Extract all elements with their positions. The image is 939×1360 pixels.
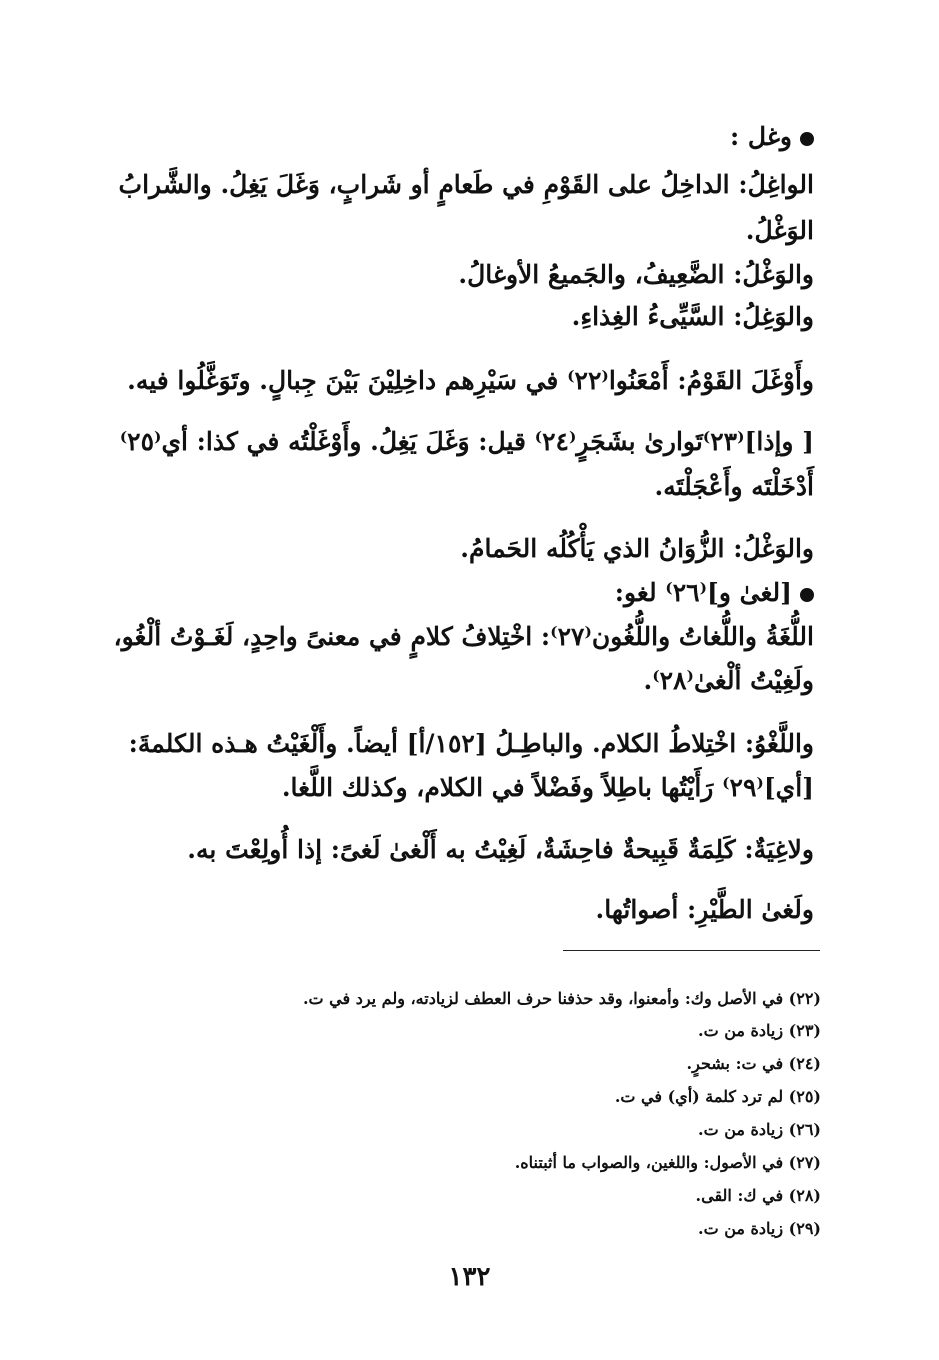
footnote: (٢٣) زيادة من ت. [698, 1021, 821, 1040]
entry-line: الوَغْلُ. [745, 216, 814, 245]
entry-line: ولاغِيَةٌ: كَلِمَةٌ قَبِيحةٌ فاحِشَةٌ، لَغِيْتُ به أَلْغىٰ لَغىً: إذا أُولِعْتَ به. [187, 835, 814, 864]
footnote: (٢٦) زيادة من ت. [698, 1120, 821, 1139]
entry-line: [أي]⁽٢٩⁾ رَأَيْتُها باطِلاً وفَضْلاً في الكلام، وكذلك اللَّغا. [281, 773, 814, 802]
entry-line: اللُّغَةُ واللُّغاتُ واللُّغُون⁽٢٧⁾: اخْتِلافُ كلامٍ في معنىً واحِدٍ، لَغَـوْتُ ألْغُو، [113, 622, 814, 651]
page-number: ١٣٢ [448, 1262, 491, 1292]
footnote: (٢٤) في ت: بشحرٍ. [686, 1054, 821, 1073]
footnote: (٢٢) في الأصل وك: وأمعنوا، وقد حذفنا حرف العطف لزيادته، ولم يرد في ت. [302, 989, 821, 1008]
entry-line: والوَغِلُ: السَّيِّىءُ الغِذاءِ. [571, 302, 814, 331]
footnote-divider [563, 950, 820, 951]
entry-line: ولَغىٰ الطَّيْرِ: أصواتُها. [595, 895, 814, 924]
entry-line: والوَغْلُ: الزُّوَانُ الذي يَأْكُلُه الحَمامُ. [460, 534, 814, 563]
entry-line: [ وإذا]⁽٢٣⁾تَوارىٰ بشَجَرٍ⁽٢٤⁾ قيل: وَغَلَ يَغِلُ. وأَوْغَلْتُه في كذا: أي⁽٢٥⁾ [119, 427, 814, 456]
bullet-icon [800, 132, 814, 146]
bullet-icon [800, 588, 814, 602]
entry-line: وأَوْغَلَ القَوْمُ: أَمْعَنُوا⁽٢٢⁾ في سَيْرِهم داخِلِيْنَ بَيْنَ جِبالٍ. وتَوَغَّلُوا فيه. [127, 366, 814, 395]
entry-heading-wghl: وغل : [104, 120, 814, 154]
entry-line: أَدْخَلْتَه وأَعْجَلْتَه. [654, 472, 814, 501]
entry-line: واللَّغْوُ: اخْتِلاطُ الكلام. والباطِـلُ [١٥٢/أ] أيضاً. وأَلْغَيْتُ هـذه الكلمةَ: [128, 729, 814, 758]
footnote: (٢٩) زيادة من ت. [698, 1219, 821, 1238]
footnote: (٢٨) في ك: القى. [695, 1186, 821, 1205]
entry-line: الواغِلُ: الداخِلُ على القَوْمِ في طَعامٍ أو شَرابٍ، وَغَلَ يَغِلُ. والشَّرابُ [118, 170, 814, 199]
footnote: (٢٧) في الأصول: واللغين، والصواب ما أثبتناه. [514, 1153, 821, 1172]
entry-heading-lghw: [لغىٰ و]⁽٢٦⁾ لغو: [104, 576, 814, 610]
footnote: (٢٥) لم ترد كلمة (أي) في ت. [614, 1087, 821, 1106]
entry-line: والوَغْلُ: الضَّعِيفُ، والجَميعُ الأوغالُ. [458, 260, 814, 289]
entry-line: ولَغِيْتُ ألْغىٰ⁽٢٨⁾. [643, 666, 814, 695]
